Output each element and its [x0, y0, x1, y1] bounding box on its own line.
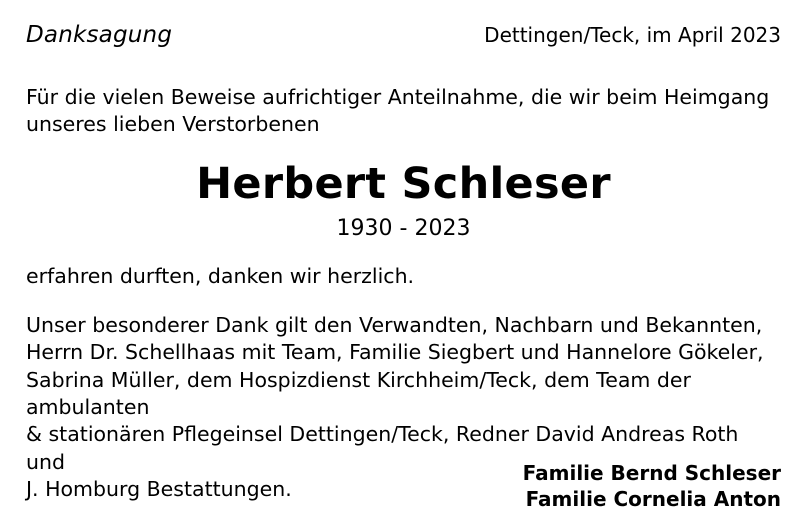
thanks-line-2: Herrn Dr. Schellhaas mit Team, Familie Siegbert und Hannelore Gökeler,: [26, 340, 764, 365]
after-name-text: erfahren durften, danken wir herzlich.: [26, 264, 415, 289]
thanks-line-1: Unser besonderer Dank gilt den Verwandten, Nachbarn und Bekannten,: [26, 312, 763, 337]
thanks-line-5: J. Homburg Bestattungen.: [26, 477, 292, 502]
life-years: 1930 - 2023: [336, 216, 471, 242]
deceased-name: Herbert Schleser: [196, 159, 611, 210]
thanks-line-4: & stationären Pflegeinsel Dettingen/Teck, Redner David Andreas Roth und: [26, 422, 739, 474]
header-row: [26, 22, 781, 48]
intro-line-2: unseres lieben Verstorbenen: [26, 112, 320, 137]
signature-block: [523, 460, 781, 513]
intro-line-1: Für die vielen Beweise aufrichtiger Anteilnahme, die wir beim Heimgang: [26, 85, 770, 109]
signature-line-2: Familie Cornelia Anton: [525, 487, 781, 512]
thanks-line-3: Sabrina Müller, dem Hospizdienst Kirchheim/Teck, dem Team der ambulanten: [26, 367, 691, 419]
intro-text: [26, 84, 781, 138]
place-and-date: Dettingen/Teck, im April 2023: [484, 23, 781, 47]
signature-line-1: Familie Bernd Schleser: [522, 460, 781, 485]
kicker-danksagung: Danksagung: [26, 22, 173, 48]
deceased-name-block: [26, 159, 781, 242]
